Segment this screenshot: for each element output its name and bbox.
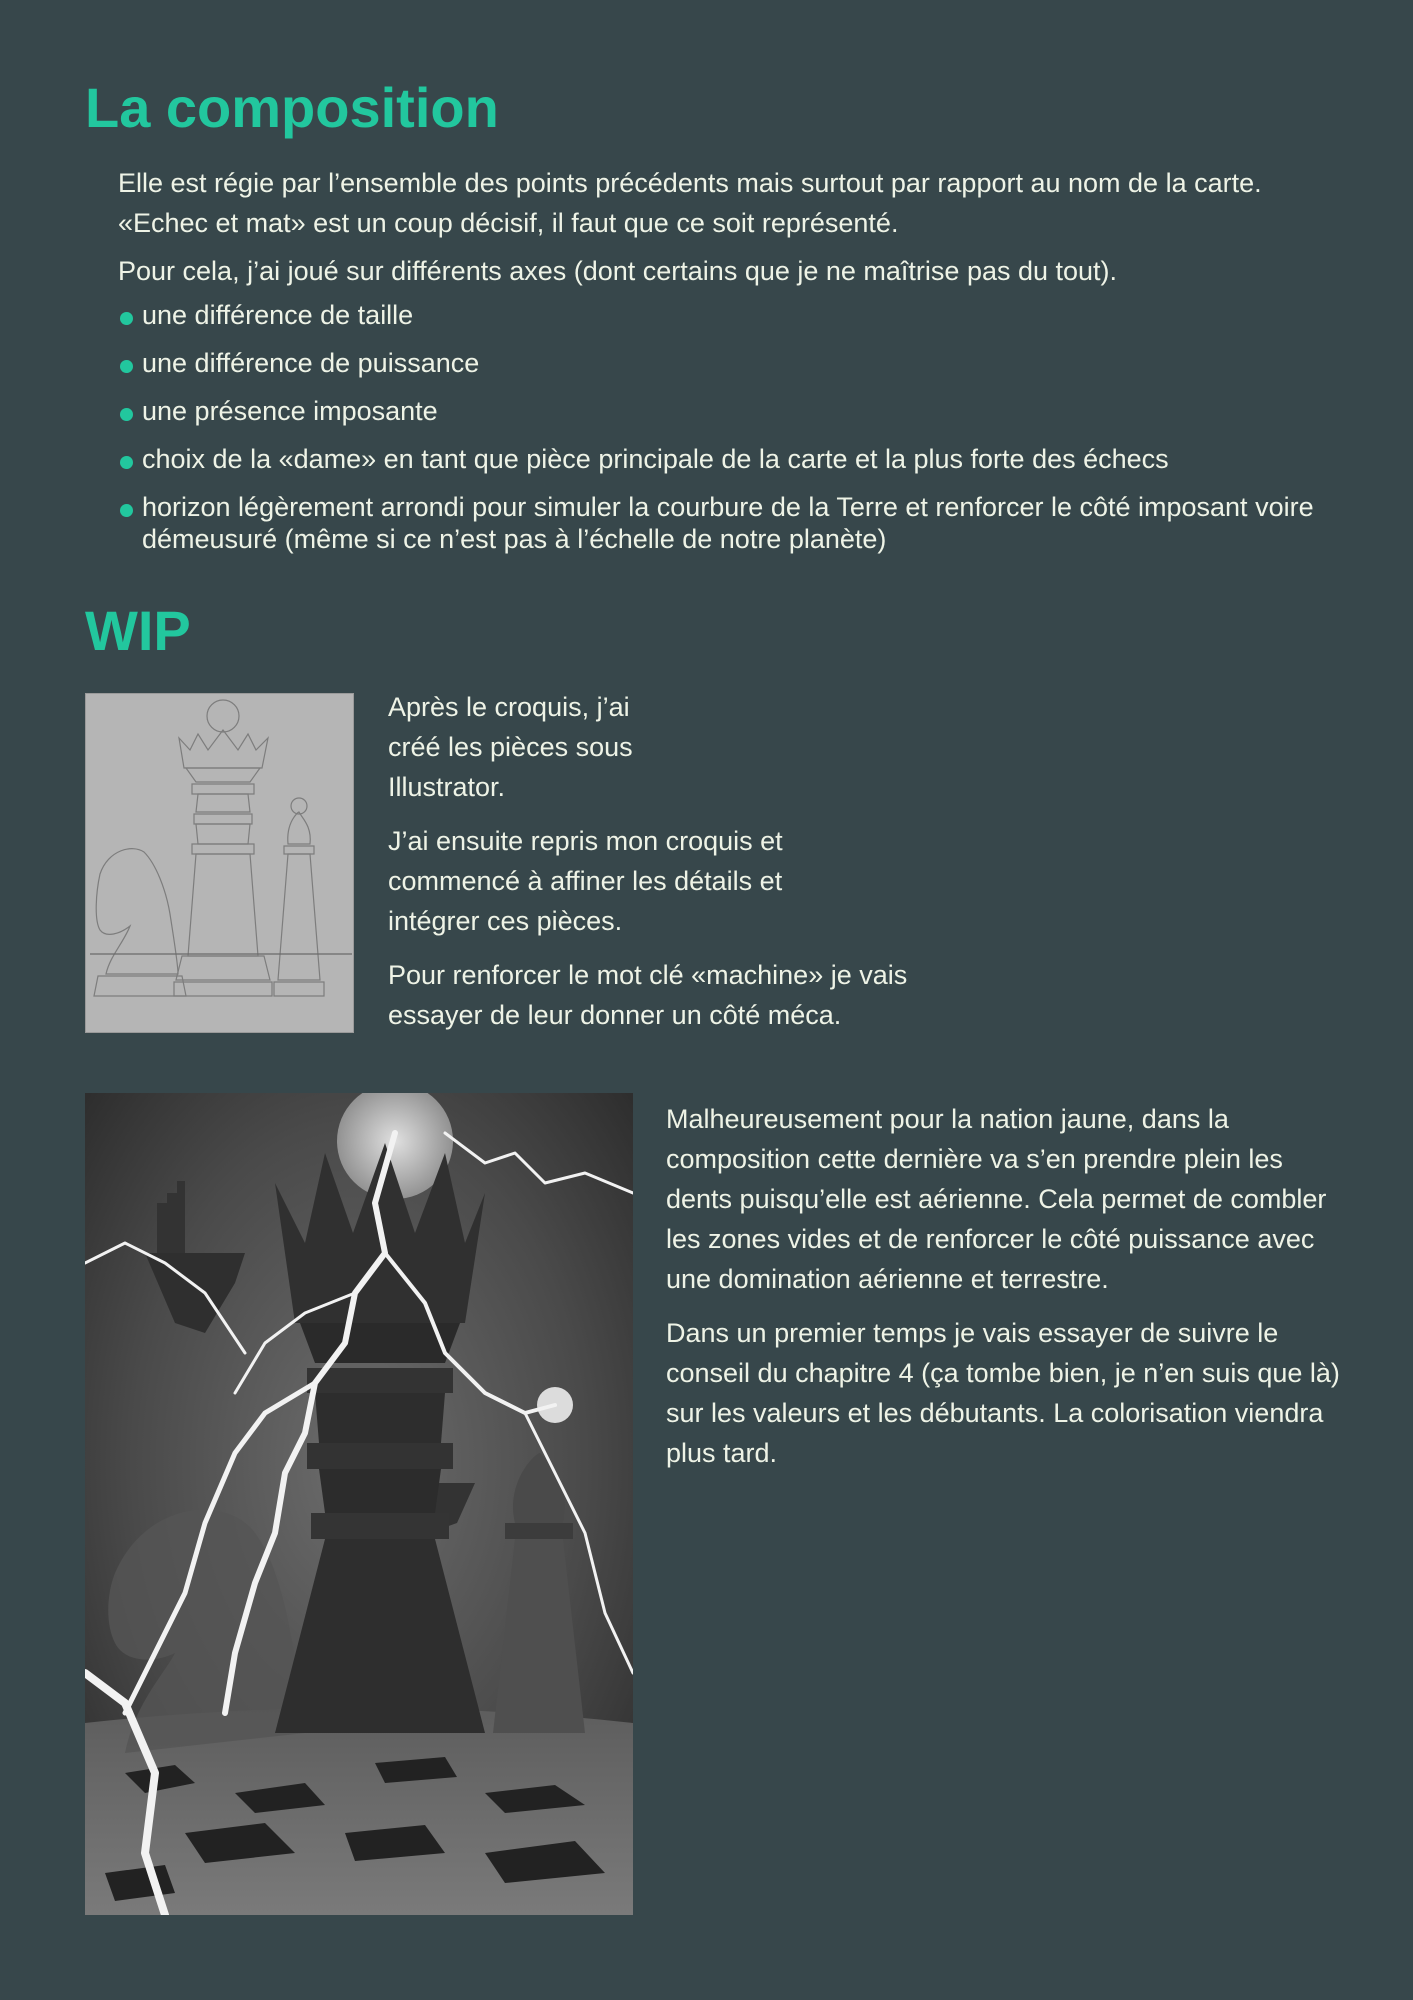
wip-paragraph: Malheureusement pour la nation jaune, dans la composition cette dernière va s’en prendre plein les dents puisqu’elle est aérienne. Cela permet de combler les zones vides et de renforcer le côté puissance avec une domination aérienne et terrestre. — [666, 1104, 1327, 1294]
bullet-dot-icon — [120, 360, 133, 373]
bullet-dot-icon — [120, 312, 133, 325]
wip-paragraph: J’ai ensuite repris mon croquis et commencé à affiner les détails et intégrer ces pièces. — [388, 826, 783, 936]
bullet-dot-icon — [120, 408, 133, 421]
bullet-dot-icon — [120, 456, 133, 469]
wip-paragraph: Dans un premier temps je vais essayer de suivre le conseil du chapitre 4 (ça tombe bien, je n’en suis que là) sur les valeurs et les débutants. La colorisation viendra plus tard. — [666, 1318, 1340, 1468]
bullet-item: une différence de taille — [118, 299, 1348, 331]
wip-text-block-1 — [388, 687, 1028, 1049]
chess-queen-lightning-render-image — [85, 1093, 633, 1915]
bullet-dot-icon — [120, 504, 133, 517]
bullet-item: horizon légèrement arrondi pour simuler la courbure de la Terre et renforcer le côté imposant voire démeusuré (même si ce n’est pas à l’échelle de notre planète) — [118, 491, 1348, 555]
wip-paragraph: Pour renforcer le mot clé «machine» je vais essayer de leur donner un côté méca. — [388, 960, 908, 1030]
bullet-item: choix de la «dame» en tant que pièce principale de la carte et la plus forte des échecs — [118, 443, 1348, 475]
bullet-item: une présence imposante — [118, 395, 1348, 427]
intro-paragraph-1: Elle est régie par l’ensemble des points précédents mais surtout par rapport au nom de la carte. «Echec et mat» est un coup décisif, il faut que ce soit représenté. — [118, 168, 1262, 238]
chess-pieces-sketch-image — [85, 693, 354, 1033]
bullet-item: une différence de puissance — [118, 347, 1348, 379]
composition-body — [118, 163, 1348, 571]
intro-paragraph-2: Pour cela, j’ai joué sur différents axes (dont certains que je ne maîtrise pas du tout). — [118, 256, 1118, 286]
section-title-composition: La composition — [85, 76, 499, 139]
composition-bullet-list — [118, 299, 1348, 555]
wip-text-block-2 — [666, 1099, 1346, 1487]
wip-paragraph: Après le croquis, j’ai créé les pièces sous Illustrator. — [388, 692, 633, 802]
section-title-wip: WIP — [85, 599, 191, 662]
